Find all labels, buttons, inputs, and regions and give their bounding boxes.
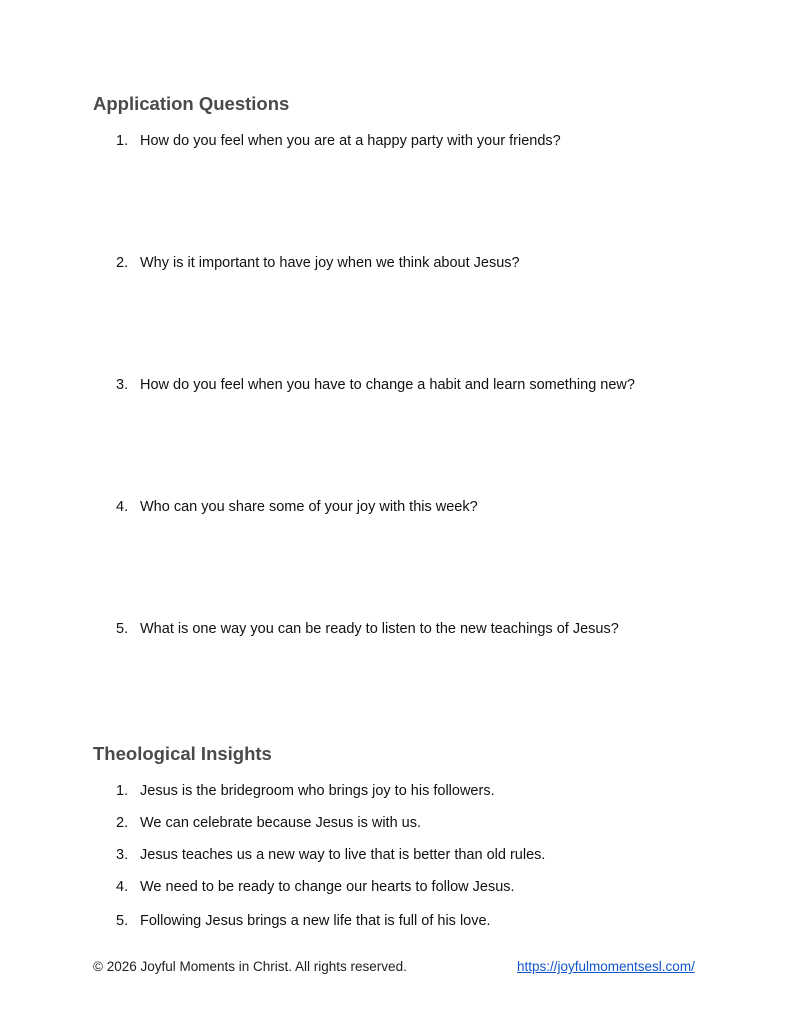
list-number: 5. — [116, 621, 129, 637]
list-number: 3. — [116, 377, 129, 393]
list-number: 5. — [116, 913, 129, 929]
insight-text: Jesus teaches us a new way to live that is better than old rules. — [140, 847, 546, 863]
question-text: How do you feel when you are at a happy party with your friends? — [140, 133, 561, 149]
theological-insight-1 — [116, 784, 495, 799]
question-text: What is one way you can be ready to listen to the new teachings of Jesus? — [140, 621, 619, 637]
footer-website-link[interactable]: https://joyfulmomentsesl.com/ — [517, 959, 695, 974]
application-question-4 — [116, 500, 478, 515]
footer-copyright: © 2026 Joyful Moments in Christ. All rights reserved. — [93, 959, 407, 974]
application-question-2 — [116, 256, 520, 271]
question-text: How do you feel when you have to change a habit and learn something new? — [140, 377, 635, 393]
list-number: 3. — [116, 847, 129, 863]
theological-insight-4 — [116, 880, 515, 895]
theological-insight-5 — [116, 914, 491, 929]
insight-text: We can celebrate because Jesus is with us. — [140, 815, 422, 831]
insight-text: Jesus is the bridegroom who brings joy to his followers. — [140, 783, 495, 799]
application-question-3 — [116, 378, 635, 393]
list-number: 4. — [116, 879, 129, 895]
theological-insights-heading: Theological Insights — [93, 743, 272, 764]
insight-text: Following Jesus brings a new life that is full of his love. — [140, 913, 491, 929]
application-questions-heading: Application Questions — [93, 93, 290, 114]
theological-insight-3 — [116, 848, 545, 863]
application-question-1 — [116, 134, 561, 149]
list-number: 1. — [116, 133, 129, 149]
question-text: Why is it important to have joy when we think about Jesus? — [140, 255, 520, 271]
list-number: 4. — [116, 499, 129, 515]
theological-insight-2 — [116, 816, 421, 831]
list-number: 1. — [116, 783, 129, 799]
list-number: 2. — [116, 815, 129, 831]
application-question-5 — [116, 622, 619, 637]
question-text: Who can you share some of your joy with this week? — [140, 499, 478, 515]
insight-text: We need to be ready to change our hearts to follow Jesus. — [140, 879, 515, 895]
list-number: 2. — [116, 255, 129, 271]
